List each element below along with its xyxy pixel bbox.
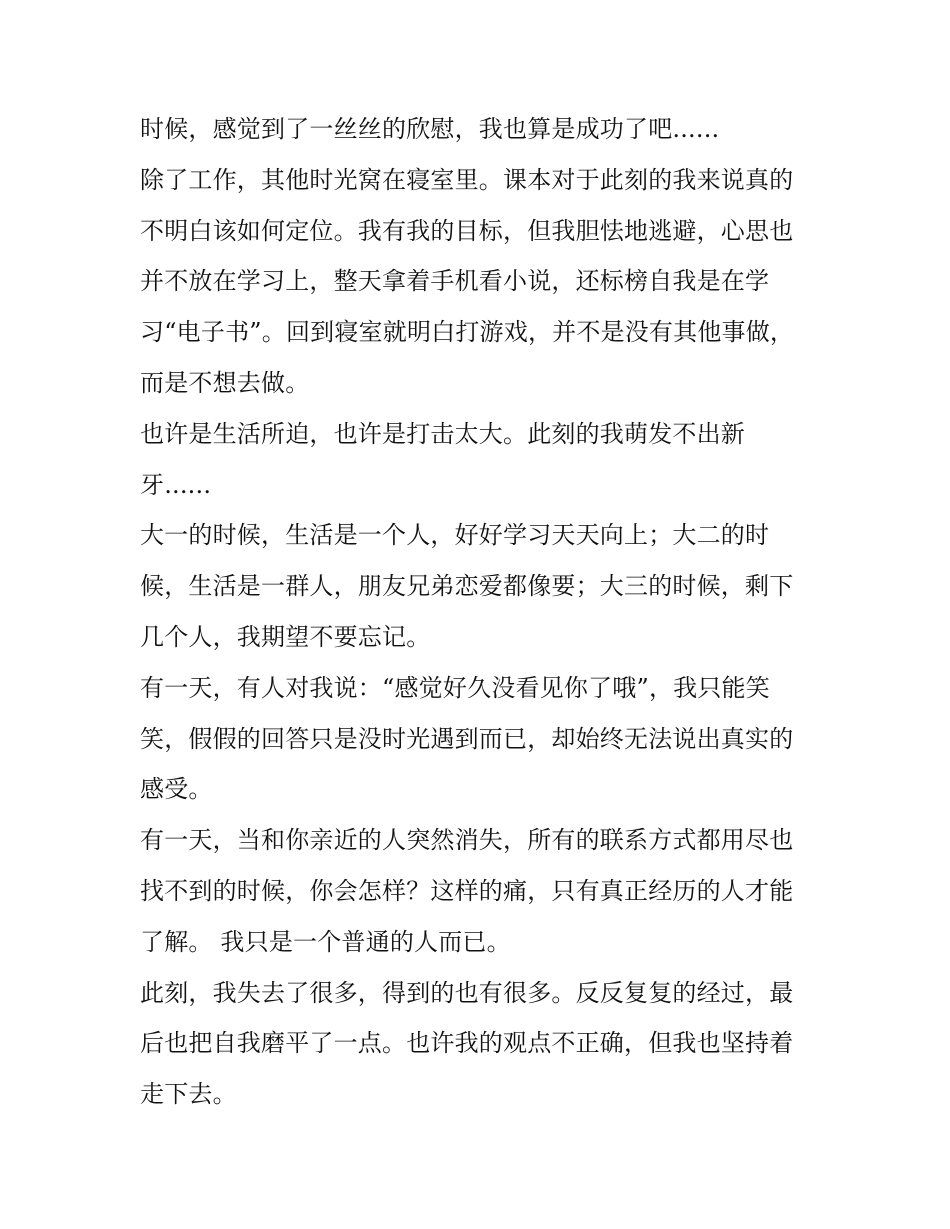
text-line: 走下去。 xyxy=(140,1080,237,1109)
text-line: 时候，感觉到了一丝丝的欣慰，我也算是成功了吧...... xyxy=(140,115,720,143)
text-line: 习“电子书”。回到寝室就明白打游戏，并不是没有其他事做， xyxy=(140,318,795,347)
text-line: 后也把自我磨平了一点。也许我的观点不正确，但我也坚持着 xyxy=(140,1029,794,1058)
text-line: 而是不想去做。 xyxy=(140,368,310,397)
text-line: 有一天，有人对我说：“感觉好久没看见你了哦”，我只能笑 xyxy=(140,673,770,702)
text-line: 也许是生活所迫，也许是打击太大。此刻的我萌发不出新 xyxy=(140,419,745,448)
text-line: 除了工作，其他时光窝在寝室里。课本对于此刻的我来说真的 xyxy=(140,165,794,194)
text-line: 笑，假假的回答只是没时光遇到而已，却始终无法说出真实的 xyxy=(140,724,794,753)
text-line: 并不放在学习上，整天拿着手机看小说，还标榜自我是在学 xyxy=(140,267,770,296)
text-line: 找不到的时候，你会怎样？这样的痛，只有真正经历的人才能 xyxy=(140,876,794,905)
text-line: 感受。 xyxy=(140,775,213,804)
text-line: 牙...... xyxy=(140,470,212,499)
paragraph xyxy=(140,663,830,815)
text-line: 不明白该如何定位。我有我的目标，但我胆怯地逃避，心思也 xyxy=(140,216,794,245)
paragraph xyxy=(140,815,830,967)
text-line: 此刻，我失去了很多，得到的也有很多。反反复复的经过，最 xyxy=(140,978,794,1007)
text-line: 大一的时候，生活是一个人，好好学习天天向上；大二的时 xyxy=(140,521,770,550)
text-line: 几个人，我期望不要忘记。 xyxy=(140,622,431,651)
paragraph xyxy=(140,510,830,662)
paragraph xyxy=(140,155,830,409)
document-body xyxy=(140,104,830,1120)
paragraph xyxy=(140,968,830,1120)
text-line: 候，生活是一群人，朋友兄弟恋爱都像要；大三的时候，剩下 xyxy=(140,572,794,601)
text-line: 了解。 我只是一个普通的人而已。 xyxy=(140,927,511,956)
text-line: 有一天，当和你亲近的人突然消失，所有的联系方式都用尽也 xyxy=(140,826,794,855)
paragraph xyxy=(140,409,830,511)
paragraph xyxy=(140,104,830,155)
